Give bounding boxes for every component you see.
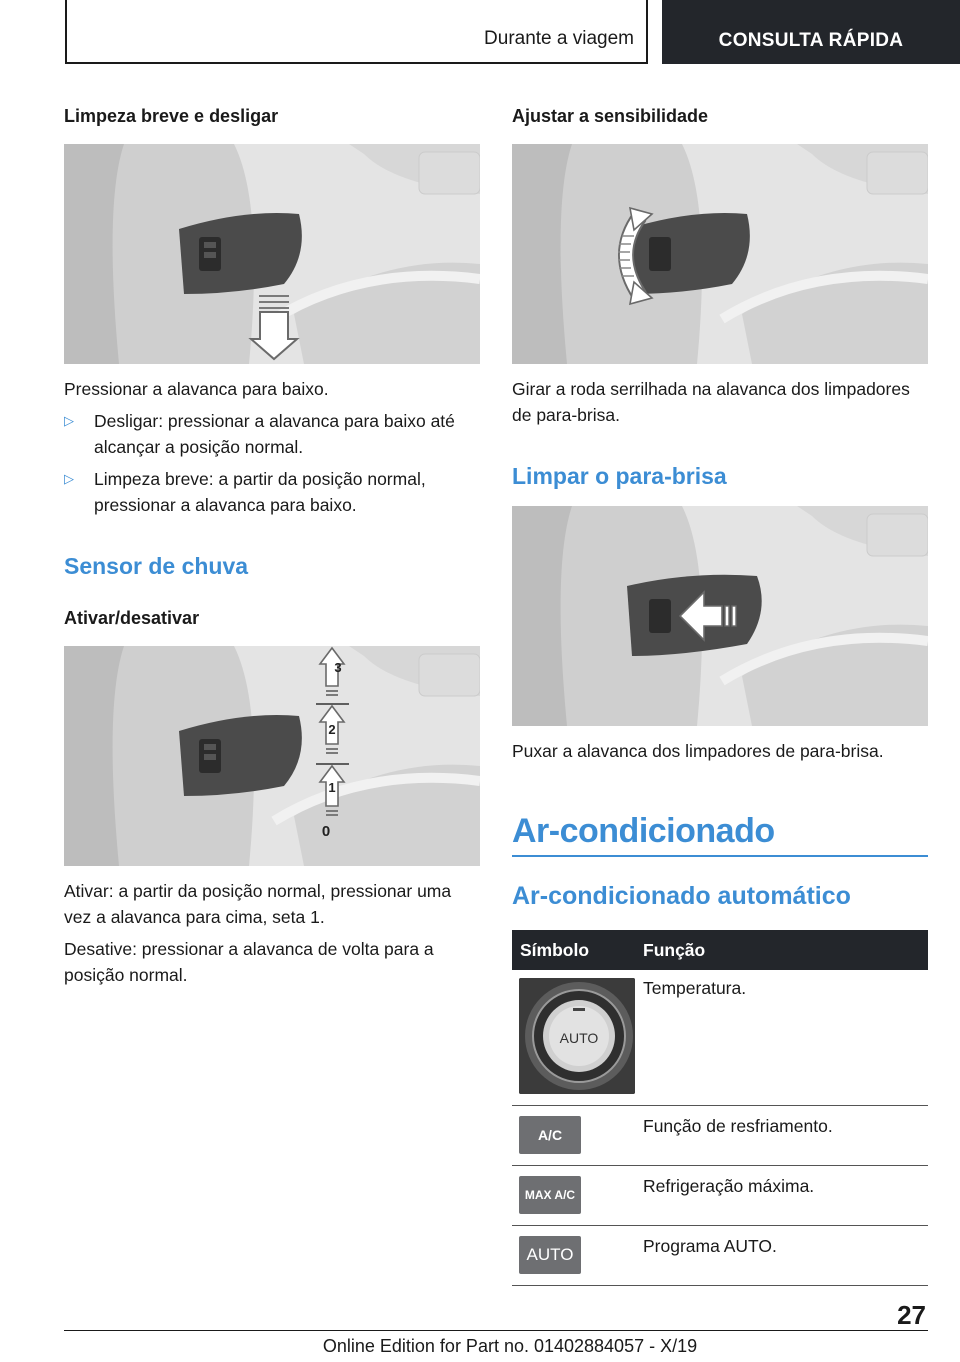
figure-label-0: 0 <box>321 823 331 840</box>
table-header-symbol: Símbolo <box>520 940 590 960</box>
heading-limpar-para-brisa: Limpar o para-brisa <box>512 463 727 489</box>
heading-limpeza-breve: Limpeza breve e desligar <box>64 106 279 126</box>
heading-sensor-de-chuva: Sensor de chuva <box>64 553 249 579</box>
table-row <box>512 1106 928 1166</box>
figure-label-2: 2 <box>328 722 336 737</box>
table-header-function: Função <box>643 940 706 960</box>
triangle-bullet-icon: ▷ <box>64 413 74 428</box>
table-row <box>512 1226 928 1286</box>
header-section-title: Durante a viagem <box>484 28 634 49</box>
footer-rule <box>64 1330 928 1331</box>
temperature-knob-icon <box>519 978 635 1094</box>
bullet-text: Limpeza breve: a partir da posição normal, pressionar a alavanca para baixo. <box>94 469 426 515</box>
text-desative: Desative: pressionar a alavanca de volta para a posição normal. <box>64 939 434 985</box>
text-girar: Girar a roda serrilhada na alavanca dos limpadores de para-brisa. <box>512 379 910 425</box>
figure-label-3: 3 <box>334 660 342 675</box>
header-tab-consulta-rapida[interactable] <box>662 0 960 64</box>
figure-wiper-sensitivity-wheel <box>512 144 928 364</box>
bullet-desligar <box>64 408 480 460</box>
figure-wiper-pull-lever <box>512 506 928 726</box>
symbol-function-table <box>512 930 928 1286</box>
heading-ativar-desativar: Ativar/desativar <box>64 608 200 628</box>
bullet-limpeza-breve <box>64 466 480 518</box>
ac-button-icon: A/C <box>519 1116 581 1154</box>
figure-rain-sensor-lever <box>64 646 480 866</box>
table-cell-function: Programa AUTO. <box>643 1236 777 1256</box>
table-cell-function: Função de resfriamento. <box>643 1116 833 1136</box>
text-pressionar: Pressionar a alavanca para baixo. <box>64 379 329 399</box>
triangle-bullet-icon: ▷ <box>64 471 74 486</box>
table-cell-function: Temperatura. <box>643 978 747 998</box>
auto-button-icon: AUTO <box>519 1236 581 1274</box>
table-cell-function: Refrigeração máxima. <box>643 1176 815 1196</box>
page-number: 27 <box>897 1300 926 1330</box>
chapter-title-ar-condicionado: Ar-condicionado <box>512 812 775 850</box>
table-row <box>512 970 928 1106</box>
heading-ar-condicionado-automatico: Ar-condicionado automático <box>512 882 851 910</box>
text-puxar: Puxar a alavanca dos limpadores de para-brisa. <box>512 741 884 761</box>
table-row <box>512 1166 928 1226</box>
figure-label-1: 1 <box>328 780 336 795</box>
knob-auto-label: AUTO <box>559 1030 599 1046</box>
heading-ajustar-sensibilidade: Ajustar a sensibilidade <box>512 106 709 126</box>
header-tab-label: CONSULTA RÁPIDA <box>718 30 904 51</box>
max-ac-button-icon: MAX A/C <box>519 1176 581 1214</box>
table-header <box>512 930 928 970</box>
footer-edition: Online Edition for Part no. 01402884057 - X/19 <box>322 1336 698 1356</box>
text-ativar: Ativar: a partir da posição normal, pressionar uma vez a alavanca para cima, seta 1. <box>64 881 452 927</box>
figure-wiper-lever-down <box>64 144 480 364</box>
chapter-rule <box>512 855 928 857</box>
bullet-text: Desligar: pressionar a alavanca para baixo até alcançar a posição normal. <box>94 411 455 457</box>
